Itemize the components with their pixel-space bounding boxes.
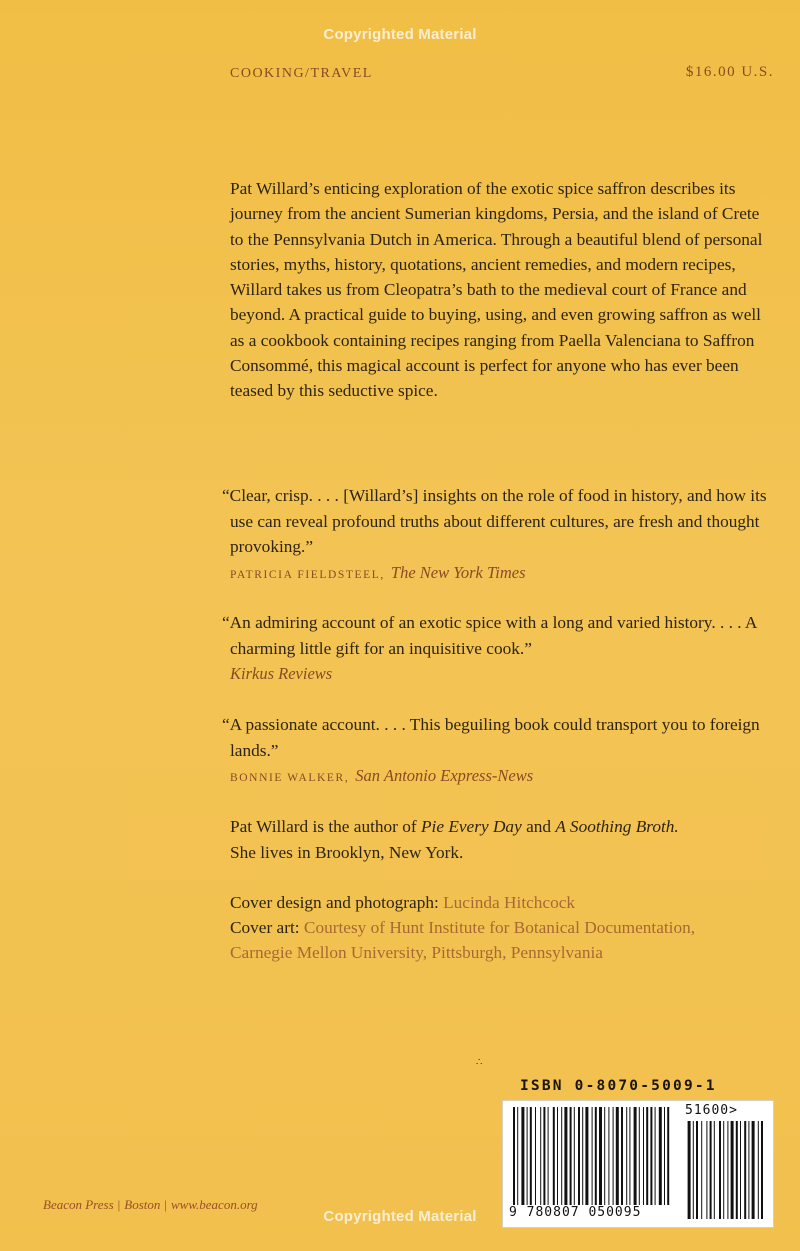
barcode-bar: [578, 1107, 580, 1205]
ink-mark-icon: ∴: [476, 1057, 483, 1068]
barcode-addon-bar: [696, 1121, 698, 1219]
publisher-separator: |: [117, 1197, 121, 1212]
barcode-bar: [527, 1107, 528, 1205]
barcode-addon-bar: [752, 1121, 755, 1219]
publication-name: The New York Times: [390, 562, 526, 582]
art-credit-value-line2: Carnegie Mellon University, Pittsburgh, Pennsylvania: [230, 943, 603, 962]
barcode-bar: [548, 1107, 549, 1205]
quote-attribution: [230, 562, 775, 586]
barcode-bar: [629, 1107, 630, 1205]
quote-attribution: [230, 663, 775, 686]
review-quote-3: [222, 712, 775, 789]
barcode-bar: [643, 1107, 644, 1205]
design-credit-label: Cover design and photograph:: [230, 893, 439, 912]
barcode-addon-bar: [758, 1121, 759, 1219]
barcode-addon-bar: [761, 1121, 763, 1219]
barcode-addon-bar: [731, 1121, 734, 1219]
barcode-bar: [659, 1107, 662, 1205]
isbn-number: ISBN 0-8070-5009-1: [520, 1078, 717, 1094]
art-credit: [230, 915, 790, 940]
review-quote-1: [222, 483, 775, 586]
reviewer-name: BONNIE WALKER,: [230, 772, 350, 784]
barcode-bar: [582, 1107, 583, 1205]
barcode-bar: [608, 1107, 609, 1205]
barcode-bar: [570, 1107, 572, 1205]
barcode-bar: [543, 1107, 545, 1205]
author-bio: [230, 814, 775, 865]
quote-attribution: [230, 765, 775, 789]
barcode-addon-bar: [693, 1121, 694, 1219]
review-quote-2: [222, 610, 775, 686]
barcode-bar: [530, 1107, 532, 1205]
quote-text: “An admiring account of an exotic spice with a long and varied history. . . . A charming little gift for an inquisitive cook.”: [222, 613, 757, 658]
barcode-bar: [557, 1107, 558, 1205]
barcode-bar: [513, 1107, 515, 1205]
barcode-bar: [626, 1107, 627, 1205]
cover-credits: [230, 890, 790, 965]
barcode-bar: [561, 1107, 562, 1205]
art-credit-line2: [230, 940, 790, 965]
barcode-bar: [599, 1107, 602, 1205]
publication-name: San Antonio Express-News: [355, 766, 534, 785]
publisher-url: www.beacon.org: [170, 1197, 258, 1212]
publisher-city: Boston: [124, 1197, 161, 1212]
watermark-top: Copyrighted Material: [323, 26, 477, 43]
barcode-addon-bar: [740, 1121, 741, 1219]
barcode-addon-bar: [710, 1121, 712, 1219]
barcode-bar: [613, 1107, 614, 1205]
barcode-bar: [535, 1107, 536, 1205]
barcode-addon-bar: [736, 1121, 738, 1219]
barcode-bar: [592, 1107, 593, 1205]
barcode-addon-bar: [723, 1121, 724, 1219]
barcode-bar: [540, 1107, 541, 1205]
price-label: $16.00 U.S.: [685, 64, 774, 80]
publisher-name: Beacon Press: [43, 1197, 114, 1212]
category-label: COOKING/TRAVEL: [230, 66, 373, 81]
art-credit-label: Cover art:: [230, 918, 300, 937]
barcode-bar: [655, 1107, 656, 1205]
barcode-addon-bar: [701, 1121, 702, 1219]
barcode-bar: [574, 1107, 575, 1205]
barcode-addon-bar: [688, 1121, 691, 1219]
barcode-addon-bar: [719, 1121, 721, 1219]
barcode-bar: [621, 1107, 623, 1205]
barcode-bar: [667, 1107, 669, 1205]
barcode-addon-bar: [727, 1121, 728, 1219]
barcode-bar: [553, 1107, 555, 1205]
design-credit-value: Lucinda Hitchcock: [443, 893, 576, 912]
barcode-bar: [521, 1107, 524, 1205]
barcode-bar: [564, 1107, 567, 1205]
author-bio-prefix: Pat Willard is the author of: [230, 817, 417, 836]
watermark-bottom: Copyrighted Material: [323, 1208, 477, 1225]
barcode-bar: [604, 1107, 605, 1205]
barcode-addon-bar: [706, 1121, 707, 1219]
reviewer-name: PATRICIA FIELDSTEEL,: [230, 568, 385, 581]
publisher-separator: |: [164, 1197, 167, 1212]
book-title-1: Pie Every Day: [420, 817, 522, 836]
author-residence: She lives in Brooklyn, New York.: [230, 842, 464, 862]
book-title-2: A Soothing Broth.: [555, 817, 679, 836]
barcode-bar: [616, 1107, 619, 1205]
barcode-addon-bar: [748, 1121, 749, 1219]
barcode-addon-number: 51600>: [685, 1103, 738, 1118]
publication-name: Kirkus Reviews: [230, 664, 333, 683]
barcode-addon-bar: [714, 1121, 715, 1219]
barcode-bar: [517, 1107, 518, 1205]
barcode-bar: [646, 1107, 648, 1205]
quote-text: “A passionate account. . . . This beguiling book could transport you to foreign lands.”: [222, 715, 760, 760]
design-credit: [230, 890, 790, 915]
barcode-bar: [639, 1107, 640, 1205]
barcode-main-number: 9 780807 050095: [509, 1205, 642, 1220]
barcode-bar: [634, 1107, 637, 1205]
quote-text: “Clear, crisp. . . . [Willard’s] insights on the role of food in history, and how its use can reveal profound truths about different cultures, are fresh and thought provoking.”: [222, 486, 767, 556]
author-bio-and: and: [526, 817, 552, 836]
barcode-addon-bar: [744, 1121, 746, 1219]
barcode-bar: [595, 1107, 597, 1205]
barcode-bar: [650, 1107, 652, 1205]
art-credit-value-line1: Courtesy of Hunt Institute for Botanical Documentation,: [303, 918, 696, 937]
barcode-bar: [585, 1107, 588, 1205]
barcode-bar: [664, 1107, 665, 1205]
book-description: Pat Willard’s enticing exploration of the exotic spice saffron describes its journey from the ancient Sumerian kingdoms, Persia, and the island of Crete to the Pennsylvania Dutch in America. Through a beautiful blend of personal stories, myths, history, quotations, ancient remedies, and modern recipes, Willard takes us from Cleopatra’s bath to the medieval court of France and beyond. A practical guide to buying, using, and even growing saffron as well as a cookbook containing recipes ranging from Paella Valenciana to Saffron Consommé, this magical account is perfect for anyone who has ever been teased by this seductive spice.: [230, 179, 763, 401]
